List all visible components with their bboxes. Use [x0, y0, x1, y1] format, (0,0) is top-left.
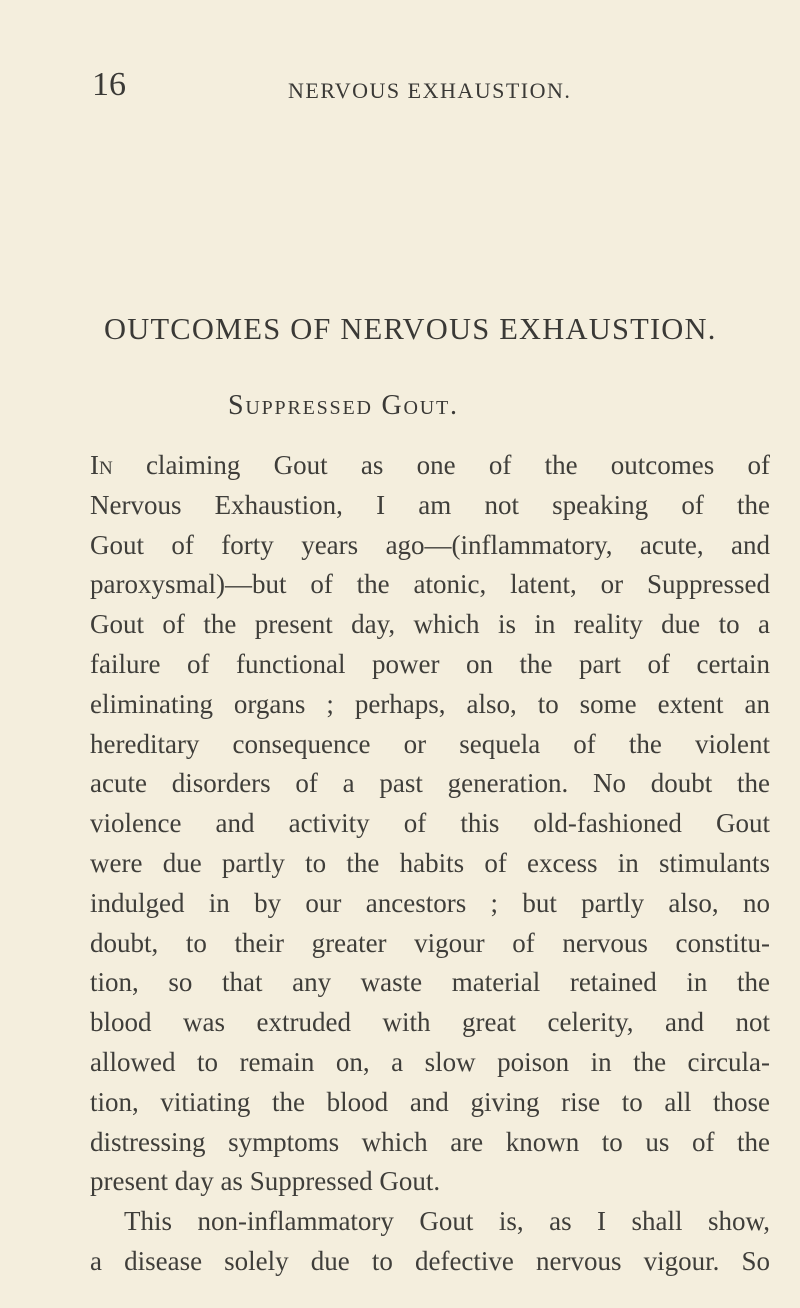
page-number: 16 [92, 66, 126, 103]
paragraph-1-line-1 [90, 446, 770, 486]
paragraph-1-line-5: Gout of the present day, which is in reality due to a [90, 609, 770, 640]
paragraph-1-line-19: present day as Suppressed Gout. [90, 1166, 441, 1197]
paragraph-1-line-7: eliminating organs ; perhaps, also, to some extent an [90, 688, 770, 719]
paragraph-1-line-18: distressing symptoms which are known to us of the [90, 1126, 770, 1157]
body-text [90, 446, 770, 1282]
paragraph-1-line-6: failure of functional power on the part of certain [90, 648, 770, 679]
running-head: NERVOUS EXHAUSTION. [288, 78, 572, 103]
paragraph-1-line-16: allowed to remain on, a slow poison in the circula- [90, 1046, 770, 1077]
paragraph-1-line-15: blood was extruded with great celerity, and not [90, 1007, 770, 1038]
paragraph-1-line-12: indulged in by our ancestors ; but partly also, no [90, 887, 770, 918]
paragraph-1-line-2: Nervous Exhaustion, I am not speaking of the [90, 489, 770, 520]
paragraph-1-line-10: violence and activity of this old-fashioned Gout [90, 808, 770, 839]
paragraph-1-line-3: Gout of forty years ago—(inflammatory, acute, and [90, 529, 770, 560]
paragraph-2-line-2: a disease solely due to defective nervous vigour. So [90, 1245, 770, 1276]
paragraph-1-line-8: hereditary consequence or sequela of the violent [90, 728, 770, 759]
lead-word: In [90, 450, 113, 480]
paragraph-1-line-13: doubt, to their greater vigour of nervous constitu- [90, 927, 770, 958]
section-title: Suppressed Gout. [228, 390, 459, 421]
line-text: claiming Gout as one of the outcomes of [112, 450, 770, 480]
paragraph-1-line-9: acute disorders of a past generation. No doubt the [90, 768, 770, 799]
paragraph-1-line-4: paroxysmal)—but of the atonic, latent, or Suppressed [90, 569, 770, 600]
paragraph-1-line-11: were due partly to the habits of excess in stimulants [90, 847, 770, 878]
chapter-title: OUTCOMES OF NERVOUS EXHAUSTION. [104, 312, 717, 346]
paragraph-2-line-1: This non-inflammatory Gout is, as I shall show, [124, 1206, 770, 1237]
paragraph-1-line-17: tion, vitiating the blood and giving rise to all those [90, 1086, 770, 1117]
paragraph-1-line-14: tion, so that any waste material retained in the [90, 967, 770, 998]
